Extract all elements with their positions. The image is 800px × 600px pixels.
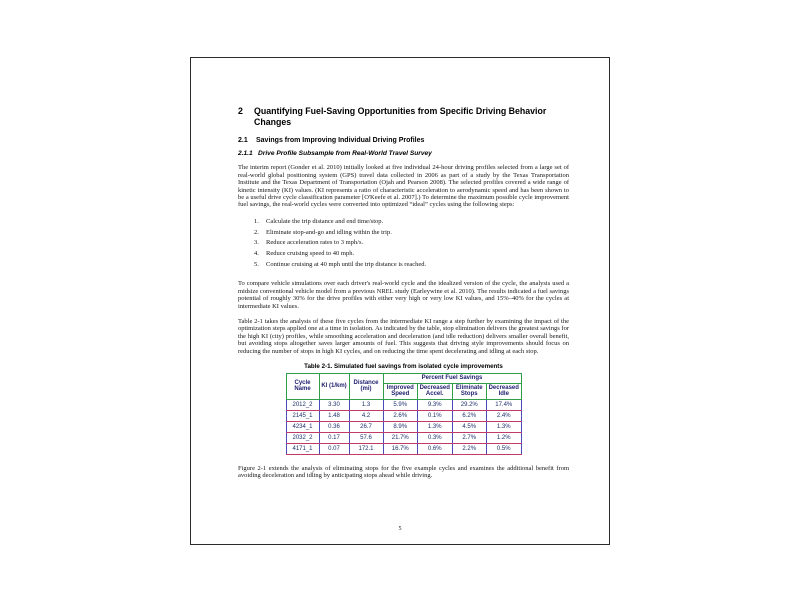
table-cell: 0.36: [319, 421, 349, 432]
table-cell: 4.5%: [452, 421, 487, 432]
header-cycle-name: Cycle Name: [286, 374, 319, 400]
body-paragraph-1: The interim report (Gonder et al. 2010) initially looked at five individual 24-hour driving profiles selected from a large set of real-world global positioning system (GPS) travel data collected in 2006 as part of a study by the Texas Transportation Institute and the Texas Department of Transportation (Ojah and Pearson 2008). The selected profiles covered a wide range of kinetic intensity (KI) values. (KI represents a ratio of characteristic acceleration to aerodynamic speed and has been shown to be a useful drive cycle classification parameter [O'Keefe et al. 2007].) To determine the maximum possible cycle improvement fuel savings, the real-world cycles were converted into optimized “ideal” cycles using the following steps:: [238, 164, 569, 209]
table-cell: 1.2%: [487, 432, 522, 443]
table-cell: 2145_1: [286, 410, 319, 421]
list-item-text: Reduce acceleration rates to 3 mph/s.: [266, 239, 364, 247]
list-item-text: Eliminate stop-and-go and idling within the trip.: [266, 228, 392, 236]
table-cell: 4.2: [349, 410, 383, 421]
table-cell: 16.7%: [383, 443, 418, 454]
body-paragraph-3: Table 2-1 takes the analysis of these five cycles from the intermediate KI range a step further by examining the impact of the optimization steps applied one at a time in isolation. As indicated by the table, stop elimination delivers the greatest savings for the high KI (city) profiles, while smoothing acceleration and deceleration (and idle reduction) delivers smaller overall benefit, but avoiding stops altogether saves larger amounts of fuel. This suggests that driving style improvements should focus on reducing the number of stops in high KI cycles, and on reducing the time spent decelerating and idling at each stop.: [238, 318, 569, 355]
subsubsection-heading: [238, 150, 569, 158]
table-cell: 0.6%: [418, 443, 453, 454]
table-cell: 4234_1: [286, 421, 319, 432]
list-item-number: 1.: [254, 217, 259, 225]
list-item-text: Calculate the trip distance and end time/stop.: [266, 217, 384, 225]
table-row: [286, 432, 521, 443]
table-cell: 0.17: [319, 432, 349, 443]
table-row: [286, 410, 521, 421]
table-cell: 26.7: [349, 421, 383, 432]
table-cell: 0.3%: [418, 432, 453, 443]
numbered-list: [254, 217, 569, 271]
list-item-number: 4.: [254, 249, 259, 257]
body-paragraph-2: To compare vehicle simulations over each driver's real-world cycle and the idealized version of the cycle, the analysis used a midsize conventional vehicle model from a previous NREL study (Earleywine et al. 2010). The results indicated a fuel savings potential of roughly 30% for the drive profiles with either very high or very low KI values, and 15%–40% for the cycles at intermediate KI values.: [238, 280, 569, 310]
table-row: [286, 421, 521, 432]
subsubsection-number: 2.1.1: [238, 150, 253, 158]
list-item-text: Continue cruising at 40 mph until the trip distance is reached.: [266, 260, 427, 268]
document-page: [190, 57, 610, 545]
page-content: [238, 106, 569, 488]
table-cell: 0.07: [319, 443, 349, 454]
table-cell: 21.7%: [383, 432, 418, 443]
header-decreased-accel: Decreased Accel.: [418, 383, 453, 399]
table-cell: 1.3%: [487, 421, 522, 432]
table-cell: 8.9%: [383, 421, 418, 432]
table-cell: 0.5%: [487, 443, 522, 454]
table-caption: Table 2-1. Simulated fuel savings from isolated cycle improvements: [304, 363, 503, 371]
header-ki: KI (1/km): [319, 374, 349, 400]
table-cell: 4171_1: [286, 443, 319, 454]
table-cell: 5.9%: [383, 399, 418, 410]
section-heading: [238, 106, 569, 127]
subsubsection-title: Drive Profile Subsample from Real-World Travel Survey: [258, 150, 432, 158]
list-item: [254, 228, 569, 239]
header-improved-speed: Improved Speed: [383, 383, 418, 399]
header-distance: Distance (mi): [349, 374, 383, 400]
subsection-number: 2.1: [238, 137, 248, 145]
section-number: 2: [238, 106, 243, 116]
table-cell: 6.2%: [452, 410, 487, 421]
list-item: [254, 238, 569, 249]
header-percent-fuel-savings: Percent Fuel Savings: [383, 374, 521, 384]
subsection-heading: [238, 137, 569, 145]
table-cell: 2.6%: [383, 410, 418, 421]
list-item-text: Reduce cruising speed to 40 mph.: [266, 249, 355, 257]
table-cell: 1.3: [349, 399, 383, 410]
table-cell: 2.7%: [452, 432, 487, 443]
table-cell: 2012_2: [286, 399, 319, 410]
subsection-title: Savings from Improving Individual Driving Profiles: [256, 137, 425, 145]
list-item: [254, 260, 569, 271]
fuel-savings-table: [286, 373, 522, 455]
table-row: [286, 399, 521, 410]
page-number: 5: [398, 526, 402, 532]
header-eliminate-stops: Eliminate Stops: [452, 383, 487, 399]
table-cell: 57.6: [349, 432, 383, 443]
header-decreased-idle: Decreased Idle: [487, 383, 522, 399]
list-item: [254, 249, 569, 260]
table-header-row: [286, 374, 521, 384]
list-item-number: 3.: [254, 239, 259, 247]
table-cell: 2032_2: [286, 432, 319, 443]
list-item-number: 5.: [254, 260, 259, 268]
table-row: [286, 443, 521, 454]
table-cell: 3.30: [319, 399, 349, 410]
table-cell: 2.4%: [487, 410, 522, 421]
table-cell: 9.3%: [418, 399, 453, 410]
body-paragraph-4: Figure 2-1 extends the analysis of eliminating stops for the five example cycles and examines the additional benefit from avoiding deceleration and idling by anticipating stops ahead while driving.: [238, 464, 569, 480]
table-cell: 29.2%: [452, 399, 487, 410]
table-cell: 2.2%: [452, 443, 487, 454]
section-title: Quantifying Fuel-Saving Opportunities from Specific Driving Behavior Changes: [254, 106, 547, 127]
table-cell: 1.3%: [418, 421, 453, 432]
list-item: [254, 217, 569, 228]
list-item-number: 2.: [254, 228, 259, 236]
table-cell: 0.1%: [418, 410, 453, 421]
table-cell: 172.1: [349, 443, 383, 454]
table-cell: 1.48: [319, 410, 349, 421]
table-cell: 17.4%: [487, 399, 522, 410]
